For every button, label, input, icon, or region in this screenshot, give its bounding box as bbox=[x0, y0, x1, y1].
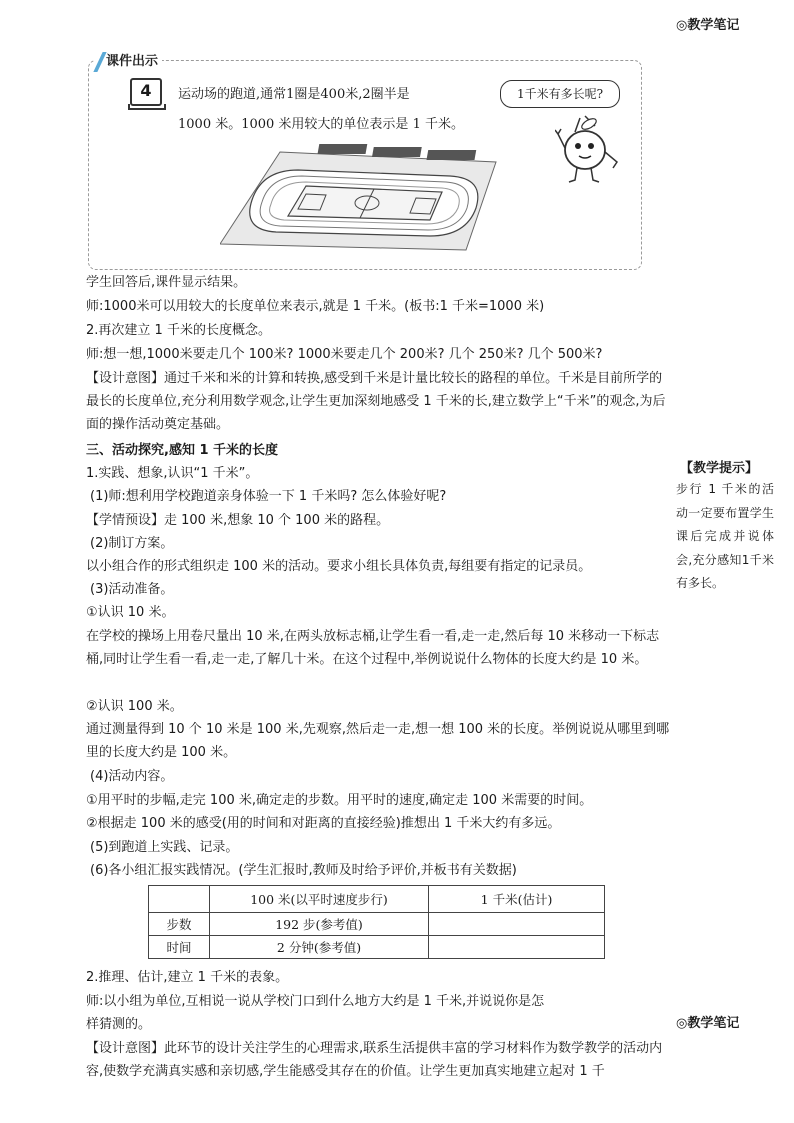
paragraph-activity-1: ①用平时的步幅,走完 100 米,确定走的步数。用平时的速度,确定走 100 米需要的时间。 bbox=[86, 793, 593, 808]
paragraph-design-intent-1: 【设计意图】通过千米和米的计算和转换,感受到千米是计量比较长的路程的单位。千米是目前所学的最长的长度单位,充分利用数学观念,让学生更加深刻地感受 1 千米的长,建立数学上“千米”的观念,为后面的操作活动奠定基础。 bbox=[86, 371, 666, 432]
paragraph-teacher-question: 师:想一想,1000米要走几个 100米? 1000米要走几个 200米? 几个 250米? 几个 500米? bbox=[86, 347, 603, 362]
paragraph-step-5: (5)到跑道上实践、记录。 bbox=[90, 840, 239, 855]
paragraph-step-2: (2)制订方案。 bbox=[90, 536, 174, 551]
paragraph-guess: 样猜测的。 bbox=[86, 1017, 152, 1032]
apple-mascot-icon bbox=[555, 110, 630, 185]
table-cell: 步数 bbox=[149, 913, 210, 936]
paragraph-know-100m: ②认识 100 米。 bbox=[86, 699, 183, 714]
paragraph-step-6: (6)各小组汇报实践情况。(学生汇报时,教师及时给予评价,并板书有关数据) bbox=[90, 863, 517, 878]
courseware-tab bbox=[94, 50, 162, 72]
paragraph-10m-detail: 在学校的操场上用卷尺量出 10 米,在两头放标志桶,让学生看一看,走一走,然后每 10 米移动一下标志桶,同时让学生看一看,走一走,了解几十米。在这个过程中,举例说说什么物体的长度大约是 10 米。 bbox=[86, 629, 660, 667]
paragraph-step-4: (4)活动内容。 bbox=[90, 769, 174, 784]
courseware-text-line1: 运动场的跑道,通常1圈是400米,2圈半是 bbox=[178, 87, 410, 102]
paragraph-step-1: (1)师:想利用学校跑道亲身体验一下 1 千米吗? 怎么体验好呢? bbox=[90, 489, 447, 504]
paragraph-step2-heading: 2.再次建立 1 千米的长度概念。 bbox=[86, 323, 271, 338]
table-cell bbox=[429, 936, 605, 959]
paragraph-practice-heading: 1.实践、想象,认识“1 千米”。 bbox=[86, 466, 259, 481]
teaching-notes-label-top: ◎教学笔记 bbox=[676, 18, 740, 33]
table-cell bbox=[149, 886, 210, 913]
table-row bbox=[149, 913, 605, 936]
table-cell: 192 步(参考值) bbox=[210, 913, 429, 936]
paragraph-activity-2: ②根据走 100 米的感受(用的时间和对距离的直接经验)推想出 1 千米大约有多远。 bbox=[86, 816, 561, 831]
paragraph-know-10m: ①认识 10 米。 bbox=[86, 605, 175, 620]
example-number-badge: 4 bbox=[130, 78, 162, 106]
paragraph-100m-detail: 通过测量得到 10 个 10 米是 100 米,先观察,然后走一走,想一想 100 米的长度。举例说说从哪里到哪里的长度大约是 100 米。 bbox=[86, 722, 670, 760]
paragraph-group-activity: 以小组合作的形式组织走 100 米的活动。要求小组长具体负责,每组要有指定的记录员。 bbox=[86, 559, 592, 574]
paragraph-learning-preset: 【学情预设】走 100 米,想象 10 个 100 米的路程。 bbox=[86, 513, 390, 528]
courseware-text bbox=[178, 80, 498, 140]
table-row bbox=[149, 936, 605, 959]
speech-bubble: 1千米有多长呢? bbox=[500, 80, 620, 108]
courseware-text-line2: 1000 米。1000 米用较大的单位表示是 1 千米。 bbox=[178, 117, 464, 132]
paragraph-design-intent-2: 【设计意图】此环节的设计关注学生的心理需求,联系生活提供丰富的学习材料作为数学教学的活动内容,使数学充满真实感和亲切感,学生能感受其存在的价值。让学生更加真实地建立起对 1 千 bbox=[86, 1041, 663, 1079]
paragraph-step-3: (3)活动准备。 bbox=[90, 582, 174, 597]
paragraph-student-answer: 学生回答后,课件显示结果。 bbox=[86, 275, 247, 290]
courseware-tab-label: 课件出示 bbox=[106, 54, 159, 69]
table-cell bbox=[429, 913, 605, 936]
table-cell: 1 千米(估计) bbox=[429, 886, 605, 913]
paragraph-teacher-1km: 师:1000米可以用较大的长度单位来表示,就是 1 千米。(板书:1 千米=1000 米) bbox=[86, 299, 545, 314]
teaching-tip-text: 步行 1 千米的活动一定要布置学生课后完成并说体会,充分感知1千米有多长。 bbox=[676, 482, 774, 590]
tab-accent-icon bbox=[93, 52, 106, 72]
paragraph-teacher-group: 师:以小组为单位,互相说一说从学校门口到什么地方大约是 1 千米,并说说你是怎 bbox=[86, 994, 545, 1009]
practice-data-table bbox=[148, 885, 605, 959]
table-header-row bbox=[149, 886, 605, 913]
paragraph-estimate-heading: 2.推理、估计,建立 1 千米的表象。 bbox=[86, 970, 289, 985]
section-heading-activity: 三、活动探究,感知 1 千米的长度 bbox=[86, 443, 279, 458]
table-cell: 时间 bbox=[149, 936, 210, 959]
teaching-tip-title: 【教学提示】 bbox=[680, 461, 759, 476]
table-cell: 2 分钟(参考值) bbox=[210, 936, 429, 959]
teaching-notes-label-bottom: ◎教学笔记 bbox=[676, 1016, 740, 1031]
table-cell: 100 米(以平时速度步行) bbox=[210, 886, 429, 913]
stadium-track-illustration bbox=[220, 140, 520, 256]
